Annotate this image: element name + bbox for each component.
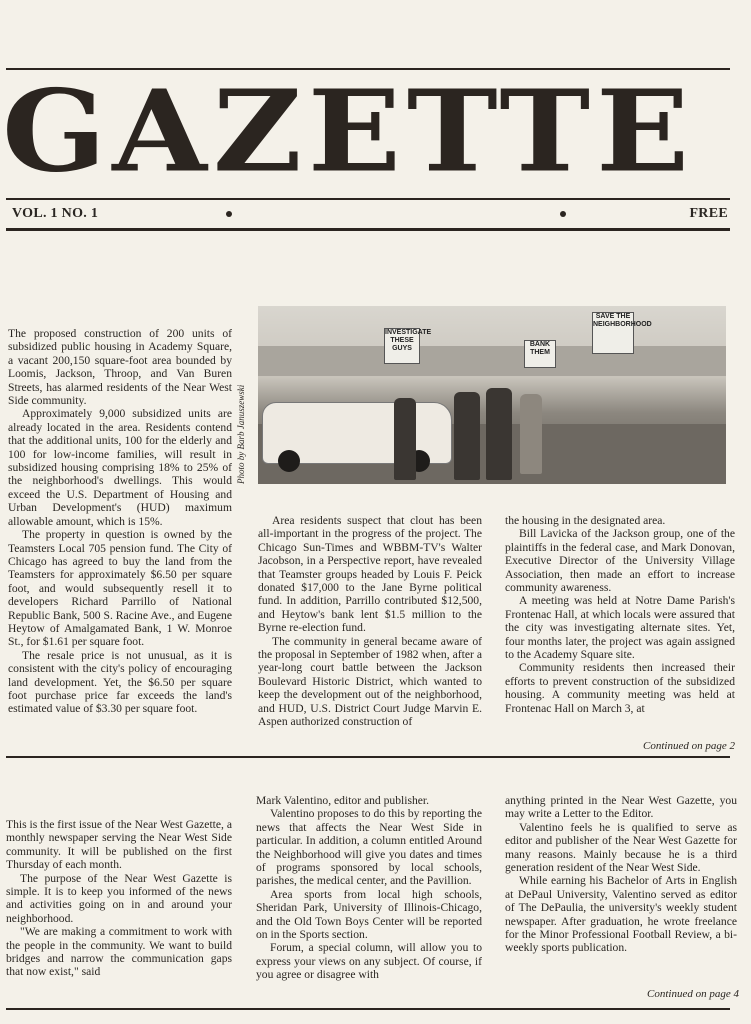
lead-paragraph: The proposed construction of 200 units of subsidized public housing in Academy Square, a vacant 200,150 square-foot area bounded by Loomis, Jackson, Throop, and Van Buren Streets, has alarmed residents of the Near West Side community. bbox=[8, 327, 232, 408]
lead-paragraph: Area residents suspect that clout has been all-important in the progress of the project. The Chicago Sun-Times and WBBM-TV's Walter Jacobson, in a Perspective report, have revealed that Teamster groups headed by Louis F. Peick donated $17,000 to the Jane Byrne political fund. In addition, Parrillo contributed $12,500, and Heytow's bank lent $1.5 million to the Byrne re-election fund. bbox=[258, 514, 482, 635]
separator-dot-left bbox=[226, 211, 232, 217]
masthead-top-rule bbox=[6, 68, 730, 70]
photo-credit: Photo by Barb Januszewski bbox=[236, 384, 246, 484]
lead-paragraph: The resale price is not unusual, as it is consistent with the city's policy of encouraging land development. Yet, the $6.50 per square foot purchase price far exceeds the land's estimated value of $3.30 per square foot. bbox=[8, 648, 232, 716]
photo-protester bbox=[394, 398, 416, 480]
intro-paragraph: Forum, a special column, will allow you to express your views on any subject. Of course, if you agree or disagree with bbox=[256, 941, 482, 982]
continued-note: Continued on page 4 bbox=[647, 988, 739, 1000]
intro-paragraph: While earning his Bachelor of Arts in English at DePaul University, Valentino served as editor of The DePaulia, the university's weekly student newspaper. After graduation, he wrote freelance for the Minor Professional Football Review, a bi-weekly sports publication. bbox=[505, 874, 737, 955]
lead-story-column-1 bbox=[8, 327, 232, 749]
protest-photo bbox=[258, 306, 726, 484]
issue-info-row bbox=[12, 206, 728, 226]
lead-paragraph: The community in general became aware of the proposal in September of 1982 when, after a year-long court battle between the Jackson Boulevard Historic District, which wanted to keep the development out of the neighborhood, and HUD, U.S. District Court Judge Marvin E. Aspen authorized construction of bbox=[258, 634, 482, 729]
masthead-rule-lower bbox=[6, 228, 730, 231]
lead-paragraph: Community residents then increased their efforts to prevent construction of the subsidized housing. A community meeting was held at Frontenac Hall on March 3, at bbox=[505, 661, 735, 715]
section-divider bbox=[6, 756, 730, 758]
intro-story-column-1 bbox=[6, 818, 232, 1018]
photo-skyline bbox=[258, 346, 726, 376]
intro-paragraph: Valentino feels he is qualified to serve as editor and publisher of the Near West Gazette for many reasons. Mainly because he is a third generation resident of the Near West Side. bbox=[505, 820, 737, 875]
intro-paragraph: Mark Valentino, editor and publisher. bbox=[256, 794, 430, 807]
lead-story-column-2 bbox=[258, 514, 482, 754]
continued-note: Continued on page 2 bbox=[643, 740, 735, 752]
protest-sign: SAVE THE NEIGHBORHOOD bbox=[592, 312, 634, 354]
protest-sign: BANK THEM bbox=[524, 340, 556, 368]
intro-paragraph: "We are making a commitment to work with the people in the community. We want to build bridges and narrow the communication gaps that now exist," said bbox=[6, 925, 232, 979]
lead-paragraph: Bill Lavicka of the Jackson group, one of the plaintiffs in the federal case, and Mark Donovan, Executive Director of the University Village Association, then made an effort to increase community awareness. bbox=[505, 527, 735, 595]
lead-paragraph: The property in question is owned by the Teamsters Local 705 pension fund. The City of Chicago has agreed to buy the land from the Teamsters for approximately $6.50 per square foot, and would subsequently resell it to developers Richard Parrillo of National Republic Bank, 500 S. Racine Ave., and Eugene Heytow of Amalgamated Bank, 1 W. Monroe St., for $1.61 per square foot. bbox=[8, 528, 232, 649]
separator-dot-right bbox=[560, 211, 566, 217]
photo-car-wheel bbox=[278, 450, 300, 472]
lead-paragraph: A meeting was held at Notre Dame Parish's Frontenac Hall, at which locals were assured that the city was investigating alternate sites. Yet, four months later, the project was again assigned to the Academy Square site. bbox=[505, 594, 735, 662]
volume-number: VOL. 1 NO. 1 bbox=[12, 206, 99, 221]
intro-paragraph: Valentino proposes to do this by reporting the news that affects the Near West Side in particular. In addition, a column entitled Around the Neighborhood will give you dates and times of programs sponsored by local schools, parishes, the medical center, and the Pavillion. bbox=[256, 807, 482, 888]
intro-story-column-3 bbox=[505, 794, 737, 988]
lead-story-column-3 bbox=[505, 514, 735, 740]
intro-story-column-2 bbox=[256, 794, 482, 1020]
price-label: FREE bbox=[689, 206, 728, 221]
intro-paragraph: The purpose of the Near West Gazette is simple. It is to keep you informed of the news and activities going on in and around your neighborhood. bbox=[6, 871, 232, 925]
lead-paragraph: Approximately 9,000 subsidized units are already located in the area. Residents contend that the additional units, 100 for the elderly and 100 for low-income families, will result in subsidized housing comprising 18% to 25% of the neighborhood's dwellings. This would exceed the U.S. Department of Housing and Urban Development's (HUD) maximum allowable amount, which is 15%. bbox=[8, 407, 232, 528]
lead-paragraph: the housing in the designated area. bbox=[505, 514, 666, 527]
masthead-rule-upper bbox=[6, 198, 730, 200]
intro-paragraph: This is the first issue of the Near West Gazette, a monthly newspaper serving the Near West Side community. It will be published on the first Thursday of each month. bbox=[6, 818, 232, 872]
photo-protester bbox=[520, 394, 542, 474]
masthead-title: GAZETTE bbox=[2, 72, 696, 190]
intro-paragraph: anything printed in the Near West Gazette, you may write a Letter to the Editor. bbox=[505, 794, 737, 821]
page-bottom-rule bbox=[6, 1008, 730, 1010]
intro-paragraph: Area sports from local high schools, Sheridan Park, University of Illinois-Chicago, and the Old Town Boys Center will be reported on in the Sports section. bbox=[256, 887, 482, 942]
protest-sign: INVESTIGATE THESE GUYS bbox=[384, 328, 420, 364]
photo-protester bbox=[486, 388, 512, 480]
photo-protester bbox=[454, 392, 480, 480]
